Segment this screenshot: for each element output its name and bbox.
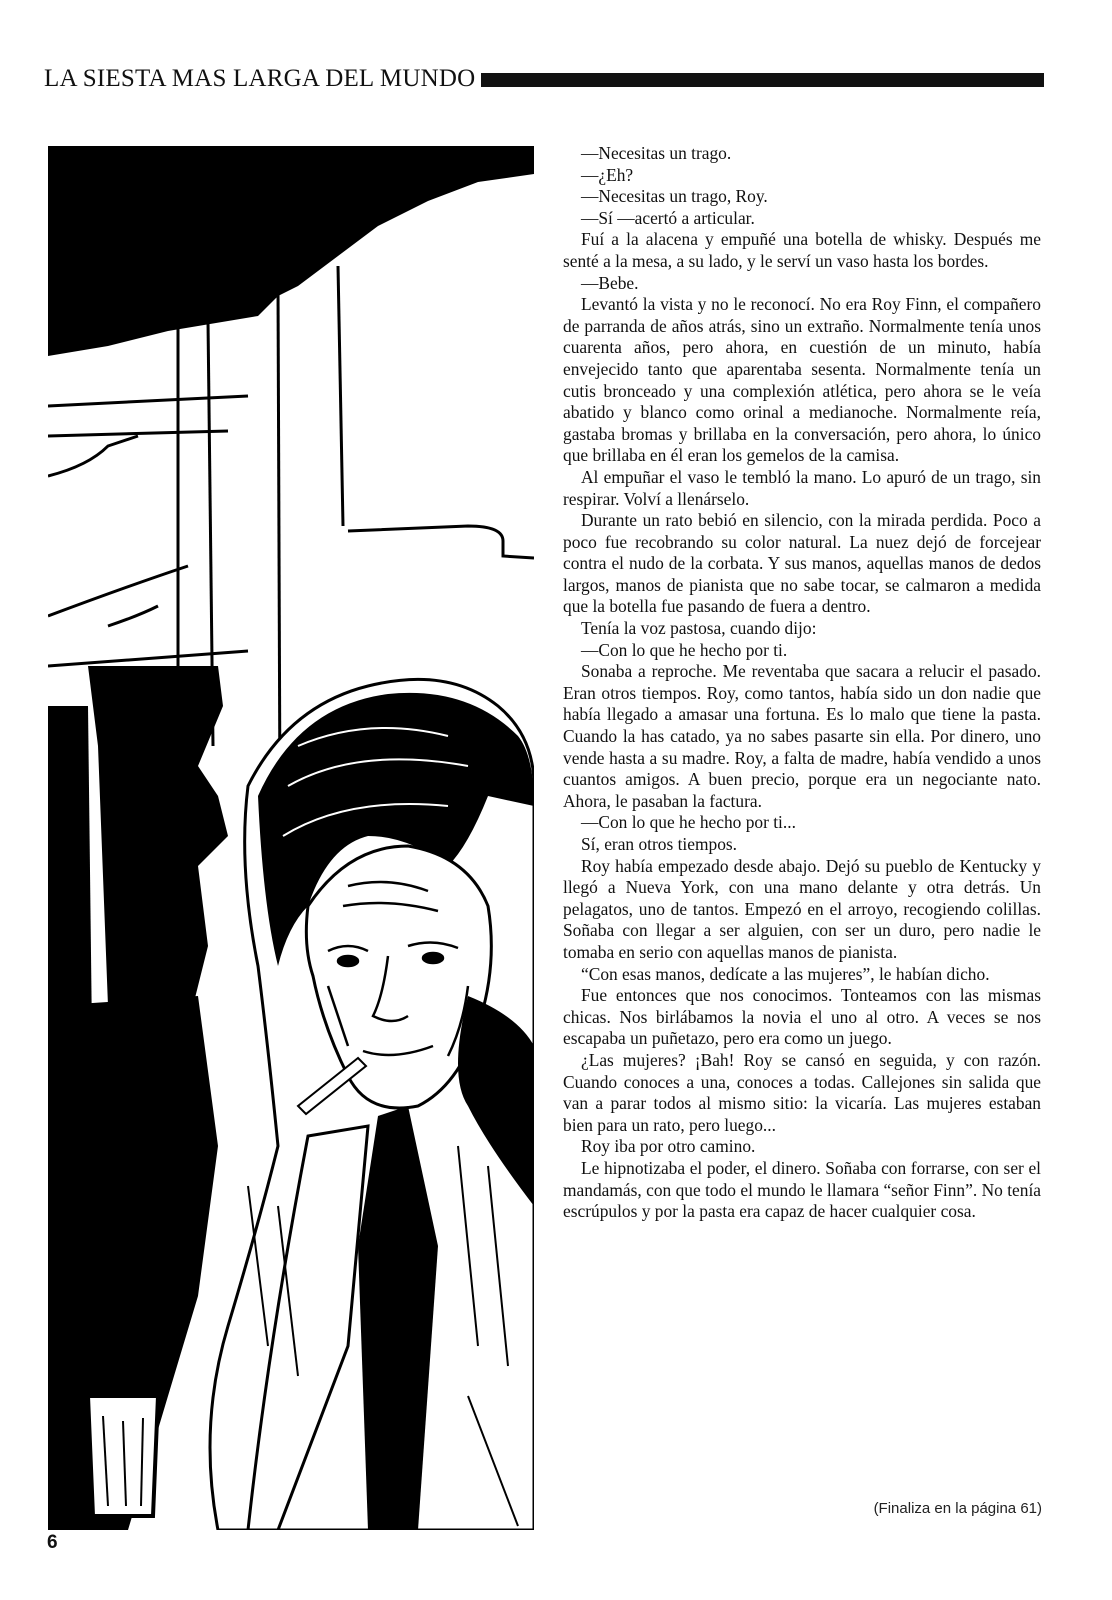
paragraph: Roy iba por otro camino.	[581, 1136, 756, 1157]
paragraph: Sí, eran otros tiempos.	[581, 834, 738, 854]
paragraph: —Sí —acertó a articular.	[581, 207, 755, 228]
paragraph: Durante un rato bebió en silencio, con la mirada perdida. Poco a poco fue recobrando su color natural. La nuez dejó de forcejear contra el nudo de la corbata. Y sus manos, aquellas manos de dedos largos, manos de pianista que no sabe tocar, se calmaron a medida que la botella fue pasando de fuera a dentro.	[563, 510, 1041, 617]
paragraph: —Con lo que he hecho por ti.	[581, 639, 788, 660]
paragraph: Le hipnotizaba el poder, el dinero. Soñaba con forrarse, con ser el mandamás, con que todo el mundo le llamara “señor Finn”. No tenía escrúpulos y por la pasta era capaz de hacer cualquier cosa.	[563, 1157, 1041, 1222]
story-text	[563, 143, 1041, 1223]
paragraph: Levantó la vista y no le reconocí. No era Roy Finn, el compañero de parranda de años atrás, sino un extraño. Normalmente tenía unos cuarenta años, pero ahora, en cuestión de un minuto, había envejecido tanto que aparentaba sesenta. Normalmente tenía un cutis bronceado y una complexión atlética, pero ahora se le veía abatido y blanco como orinal a medianoche. Normalmente reía, gastaba bromas y brillaba en la conversación, pero ahora, lo único que brillaba en él eran los gemelos de la camisa.	[563, 294, 1041, 466]
story-title: LA SIESTA MAS LARGA DEL MUNDO	[44, 65, 476, 92]
illustration-art	[48, 146, 534, 1530]
paragraph: “Con esas manos, dedícate a las mujeres”, le habían dicho.	[581, 963, 990, 984]
paragraph: Roy había empezado desde abajo. Dejó su pueblo de Kentucky y llegó a Nueva York, con una mano delante y otra detrás. Un pelagatos, uno de tantos. Empezó en el arroyo, recogiendo colillas. Soñaba con llegar a ser alguien, con ser un duro, pero nadie le tomaba en serio con aquellas manos de pianista.	[563, 855, 1041, 962]
paragraph: Sonaba a reproche. Me reventaba que sacara a relucir el pasado. Eran otros tiempos. Roy, como tantos, había sido un don nadie que había llegado a amasar una fortuna. Es lo malo que tiene la pasta. Cuando la has catado, ya no sabes pasarte sin ella. Por dinero, uno vende hasta a su madre. Roy, a falta de madre, había vendido a unos cuantos amigos. A buen precio, porque era un negociante nato. Ahora, le pasaban la factura.	[563, 661, 1041, 811]
story-illustration	[48, 146, 534, 1530]
running-header	[44, 64, 1044, 94]
page-number: 6	[47, 1532, 58, 1553]
paragraph: —Con lo que he hecho por ti...	[581, 812, 796, 833]
paragraph: Fue entonces que nos conocimos. Tonteamos con las mismas chicas. Nos birlábamos la novia el uno al otro. A veces se nos escapaba un puñetazo, pero era como un juego.	[563, 985, 1041, 1049]
paragraph: —Necesitas un trago.	[581, 143, 732, 163]
paragraph: —Necesitas un trago, Roy.	[581, 186, 768, 207]
header-rule	[481, 73, 1044, 87]
paragraph: Fuí a la alacena y empuñé una botella de whisky. Después me senté a la mesa, a su lado, y le serví un vaso hasta los bordes.	[563, 229, 1041, 271]
paragraph: —Bebe.	[581, 272, 639, 293]
paragraph: ¿Las mujeres? ¡Bah! Roy se cansó en seguida, y con razón. Cuando conoces a una, conoces a todas. Callejones sin salida que van a parar todos al mismo sitio: la vicaría. Las mujeres estaban bien para un rato, pero luego...	[563, 1049, 1041, 1135]
paragraph: Tenía la voz pastosa, cuando dijo:	[581, 618, 817, 639]
paragraph: —¿Eh?	[581, 164, 634, 185]
paragraph: Al empuñar el vaso le tembló la mano. Lo apuró de un trago, sin respirar. Volví a llenárselo.	[563, 466, 1041, 509]
continued-note: (Finaliza en la página 61)	[873, 1500, 1042, 1517]
